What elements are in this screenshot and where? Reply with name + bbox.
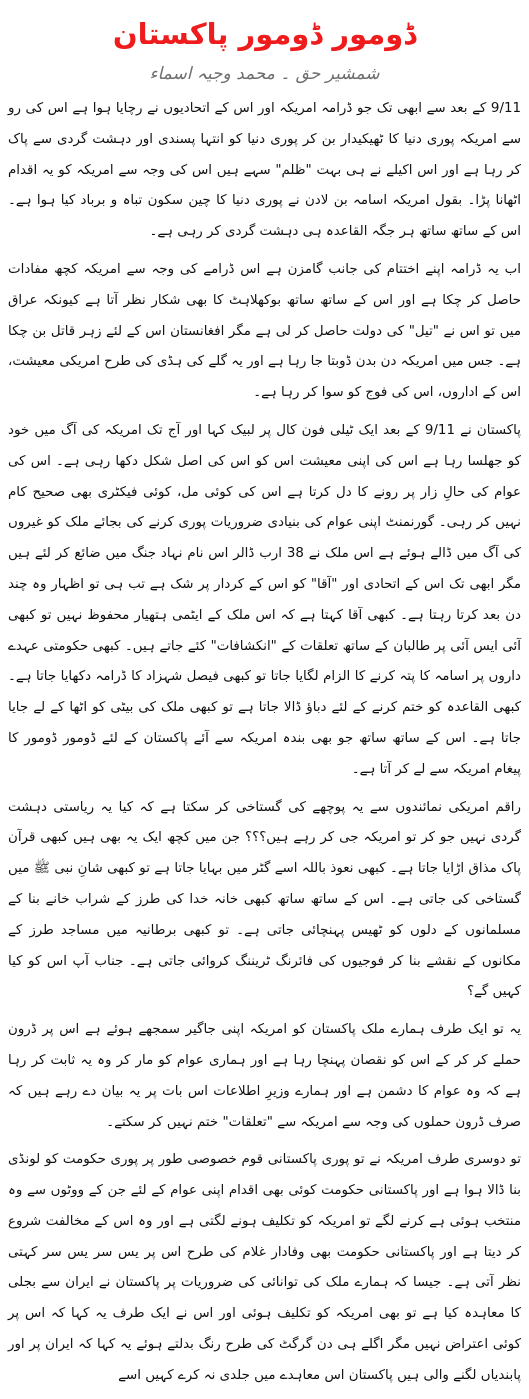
article-paragraph: راقم امریکی نمائندوں سے یہ پوچھے کی گستاخی کر سکتا ہے کہ کیا یہ ریاستی دہشت گردی نہیں جو کر تو امریکہ جی کر رہے ہیں؟؟؟ جن میں کچھ ایک یہ بھی ہیں کبھی قرآن پاک مذاق اڑایا جاتا ہے۔ کبھی نعوذ باللہ اسے گٹر میں بہایا جاتا ہے تو کبھی شانِ نبی ﷺ میں گستاخی کی جاتی ہے۔ اس کے ساتھ ساتھ کبھی خانہ خدا کی طرز کے شراب خانے بنا کے مسلمانوں کے دلوں کو ٹھیس پہنچائی جاتی ہے۔ تو کبھی برطانیہ میں مساجد طرز کے مکانوں کے نقشے بنا کر فوجیوں کی فائرنگ ٹریننگ کروائی جاتی ہے۔ جناب آپ اس کو کیا کہیں گے؟ (8, 799, 521, 1000)
article-body (8, 94, 521, 1399)
article-paragraph: اب یہ ڈرامہ اپنے اختتام کی جانب گامزن ہے اس ڈرامے کی وجہ سے امریکہ کچھ مفادات حاصل کر چکا ہے اور اس کے ساتھ ساتھ بوکھلاہٹ کا بھی شکار نظر آتا ہے کیونکہ عراق میں تو اس نے "تیل" کی دولت حاصل کر لی ہے مگر افغانستان اس کے لئے زہر قاتل بن چکا ہے۔ جس میں امریکہ دن بدن ڈوبتا جا رہا ہے اور یہ گلے کی ہڈی کی طرح امریکی معیشت، اس کے اداروں، اس کی فوج کو سوا کر رہا ہے۔ (8, 261, 521, 401)
article-paragraph: تو دوسری طرف امریکہ نے تو پوری پاکستانی قوم خصوصی طور پر پوری حکومت کو لونڈی بنا ڈالا ہوا ہے اور پاکستانی حکومت کوئی بھی اقدام اپنی عوام کے لئے جن کے ووٹوں سے وہ منتخب ہوئی ہے کرنے لگے تو امریکہ کو تکلیف ہونے لگتی ہے اور وہ اس کے مخالفت شروع کر دیتا ہے اور پاکستانی حکومت بھی وفادار غلام کی طرح اس پر یس سر یس سر کہتی نظر آتی ہے۔ جیسا کہ ہمارے ملک کی توانائی کی ضروریات پر پاکستان نے ایران سے بجلی کا معاہدہ کیا ہے تو بھی امریکہ کو تکلیف ہوئی اور اس نے ایک طرف یہ کہا کہ اس پر کوئی اعتراض نہیں مگر اگلے ہی دن گرگٹ کی طرح رنگ بدلتے ہوئے یہ کہا کہ ایران پر اور پابندیاں لگنے والی ہیں پاکستان اس معاہدے میں جلدی نہ کرے کہیں اسے (8, 1152, 521, 1383)
article-paragraph: یہ تو ایک طرف ہمارے ملک پاکستان کو امریکہ اپنی جاگیر سمجھے ہوئے ہے اس پر ڈرون حملے کر کر کے اس کو نقصان پہنچا رہا ہے اور ہماری عوام کو مار کر وہ یہ ثابت کر رہا ہے کہ وہ عوام کا دشمن ہے اور ہمارے وزیرِ اطلاعات اس بات پر یہ بیان دے رہے ہیں کہ صرف ڈرون حملوں کی وجہ سے امریکہ سے "تعلقات" ختم نہیں کر سکتے۔ (8, 1022, 521, 1130)
article-byline: شمشیر حق ۔ محمد وجیہ اسماء (149, 64, 380, 84)
article-paragraph: پاکستان نے 9/11 کے بعد ایک ٹیلی فون کال پر لبیک کہا اور آج تک امریکہ کی آگ میں خود کو جھلسا رہا ہے اس کی اپنی معیشت اس کو اس کی اصل شکل دکھا رہی ہے۔ اس کی عوام کی حالِ زار پر رونے کا دل کرتا ہے اس کی کوئی مل، کوئی فیکٹری بھی صحیح کام نہیں کر رہی۔ گورنمنٹ اپنی عوام کی بنیادی ضروریات پوری کرنے کی بجائے ملک کو غیروں کی آگ میں ڈالے ہوئے ہے اس ملک نے 38 ارب ڈالر اس نام نہاد جنگ میں ضائع کر لئے ہیں مگر ابھی تک اس کے اتحادی اور "آقا" کو اس کے کردار پر شک ہے تب ہی تو اظہار وہ چند دن بعد کرتا رہتا ہے۔ کبھی آقا کہتا ہے کہ اس ملک کے ایٹمی ہتھیار محفوظ نہیں تو کبھی آئی ایس آئی پر طالبان کے ساتھ تعلقات کے "انکشافات" کئے جاتے ہیں۔ کبھی حکومتی عہدے داروں پر اسامہ کا پتہ کرنے کا الزام لگایا جاتا تو کبھی فیصل شہزاد کا ڈرامہ دکھایا جاتا ہے۔ کبھی القاعدہ کو ختم کرنے کے لئے دباؤ ڈالا جاتا ہے تو کبھی ملک کی بیٹی کو اٹھا کے لے جایا جاتا ہے۔ اس کے ساتھ ساتھ جو بھی بندہ امریکہ سے آئے پاکستان کے لئے ڈومور ڈومور کا پیغام امریکہ سے لے کر آتا ہے۔ (8, 422, 522, 777)
article-title: ڈومور ڈومور پاکستان (112, 17, 417, 51)
article-paragraph: 9/11 کے بعد سے ابھی تک جو ڈرامہ امریکہ اور اس کے اتحادیوں نے رچایا ہوا ہے اس کی رو سے امریکہ پوری دنیا کا ٹھیکیدار بن کر پوری دنیا کو انتہا پسندی اور دہشت گردی سے پاک کر رہا ہے اور اس اکیلے نے ہی بہت "ظلم" سہے ہیں اس کی وجہ سے امریکہ کو یہ اقدام اٹھانا پڑا۔ بقول امریکہ اسامہ بن لادن نے پوری دنیا کا چین سکون تباہ و برباد کیا ہوا ہے۔ اس کے ساتھ ساتھ ہر جگہ القاعدہ ہی دہشت گردی کر رہی ہے۔ (8, 101, 521, 240)
